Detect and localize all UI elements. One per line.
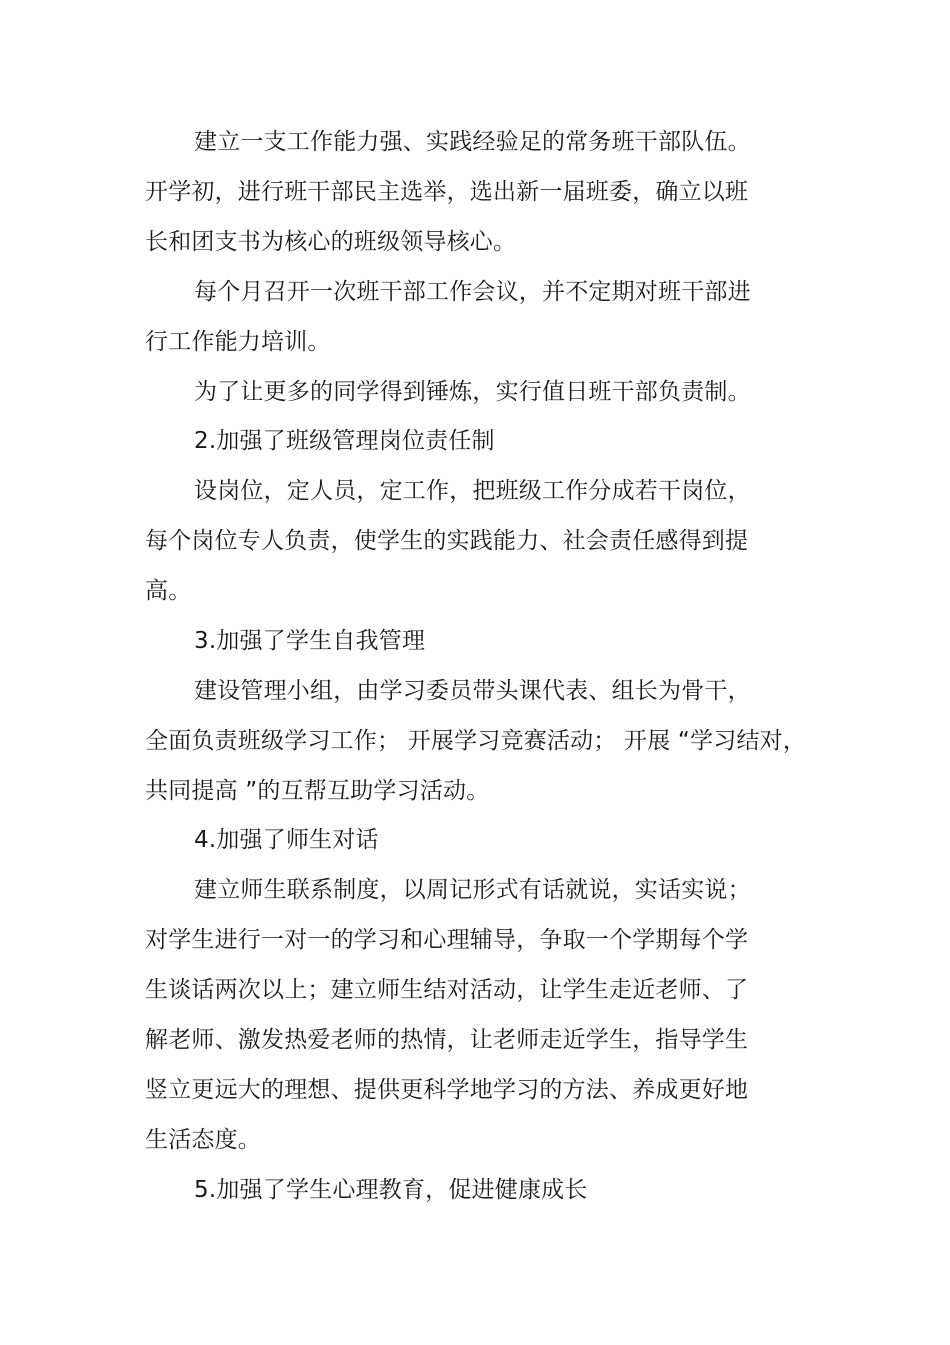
paragraph-line: 生活态度。: [145, 1127, 261, 1153]
paragraph-line: 为了让更多的同学得到锤炼，实行值日班干部负责制。: [194, 379, 751, 405]
paragraph-line: 共同提高 ”的互帮互助学习活动。: [145, 778, 490, 804]
paragraph-line: 解老师、激发热爱老师的热情，让老师走近学生，指导学生: [145, 1027, 749, 1053]
paragraph-line: 开学初，进行班干部民主选举，选出新一届班委，确立以班: [145, 179, 749, 205]
paragraph-line: 竖立更远大的理想、提供更科学地学习的方法、养成更好地: [145, 1077, 749, 1103]
paragraph-line: 全面负责班级学习工作； 开展学习竞赛活动； 开展 “学习结对，: [145, 728, 807, 754]
section-heading: 3.加强了学生自我管理: [194, 628, 426, 654]
paragraph-line: 对学生进行一对一的学习和心理辅导，争取一个学期每个学: [145, 927, 749, 953]
section-heading: 4.加强了师生对话: [194, 827, 379, 853]
paragraph-line: 每个岗位专人负责，使学生的实践能力、社会责任感得到提: [145, 528, 749, 554]
paragraph-line: 高。: [145, 578, 192, 604]
section-heading: 5.加强了学生心理教育，促进健康成长: [194, 1177, 588, 1203]
paragraph-line: 生谈话两次以上；建立师生结对活动，让学生走近老师、了: [145, 977, 749, 1003]
paragraph-line: 行工作能力培训。: [145, 329, 331, 355]
paragraph-line: 建设管理小组，由学习委员带头课代表、组长为骨干，: [194, 678, 751, 704]
paragraph-line: 长和团支书为核心的班级领导核心。: [145, 229, 517, 255]
paragraph-line: 建立一支工作能力强、实践经验足的常务班干部队伍。: [194, 129, 751, 155]
paragraph-line: 建立师生联系制度，以周记形式有话就说，实话实说；: [194, 877, 751, 903]
section-heading: 2.加强了班级管理岗位责任制: [194, 428, 495, 454]
paragraph-line: 设岗位，定人员，定工作，把班级工作分成若干岗位，: [194, 478, 751, 504]
paragraph-line: 每个月召开一次班干部工作会议，并不定期对班干部进: [194, 279, 751, 305]
